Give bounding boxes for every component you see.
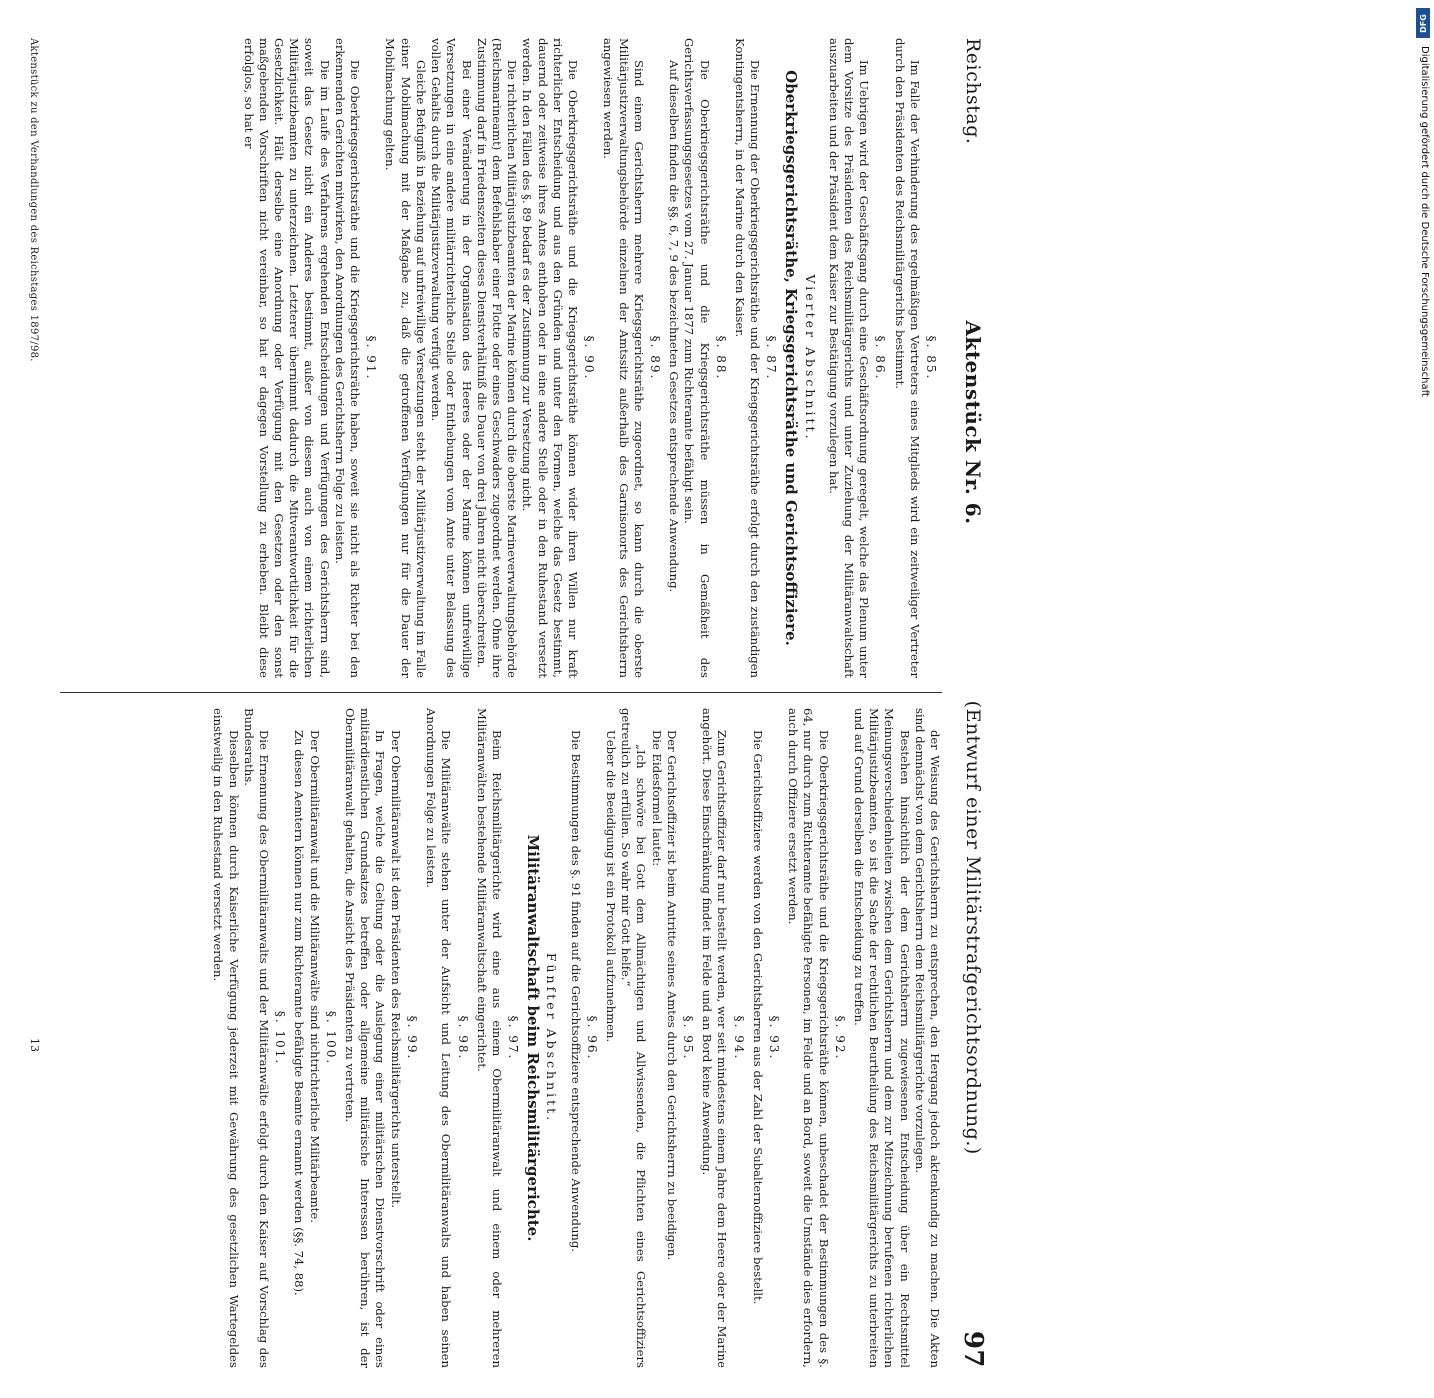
column-divider	[60, 692, 942, 693]
section-number: §. 92.	[832, 1015, 847, 1061]
chapter-heading: Militäranwaltschaft beim Reichsmilitärgerichte.	[524, 834, 543, 1242]
signature-mark: 13	[28, 1038, 41, 1052]
paragraph: In Fragen, welche die Geltung oder die Auslegung einer militärischen Dienstvorschrift oder eines militärdienstlichen Grundsatzes betreffen oder allgemeine militärische Interessen berühren, ist der Obermilitäranwalt gehalten, die Ansicht des Präsidenten zu vertreten.	[343, 708, 388, 1368]
paragraph: Die Ernennung der Oberkriegsgerichtsräthe und der Kriegsgerichtsräthe erfolgt durch den zuständigen Kontingentsherrn, in der Marine durch den Kaiser.	[732, 38, 763, 678]
section-number: §. 100.	[323, 1010, 338, 1066]
paragraph: Der Obermilitäranwalt ist dem Präsidenten des Reichsmilitärgerichts unterstellt.	[388, 730, 403, 1208]
running-head-right: (Entwurf einer Militärstrafgerichtsordnung.)	[962, 700, 984, 1155]
paragraph: Sind einem Gerichtsherrn mehrere Kriegsgerichtsräthe zugeordnet, so kann durch die oberste Militärjustizverwaltungsbehörde einzelnen der Amtssitz außerhalb des Garnisonorts des Gerichtsherrn angewiesen werden.	[601, 38, 646, 678]
chapter-heading: Oberkriegsgerichtsräthe, Kriegsgerichtsräthe und Gerichtsoffiziere.	[782, 70, 801, 646]
section-number: §. 86.	[873, 335, 888, 381]
paragraph: Im Uebrigen wird der Geschäftsgang durch eine Geschäftsordnung geregelt, welche das Plenum unter dem Vorsitze des Präsidenten des Reichsmilitärgerichts und unter Zuziehung der Militäranwaltschaft auszuarbeiten und der Präsident dem Kaiser zur Bestätigung vorzulegen hat.	[826, 38, 872, 678]
section-number: §. 91.	[364, 335, 379, 381]
section-number: §. 93.	[766, 1015, 781, 1061]
right-text-column	[50, 708, 942, 1368]
paragraph: der Weisung des Gerichtsherrn zu entsprechen, den Hergang jedoch aktenkundig zu machen. Die Akten sind demnächst von dem Gerichtsherrn dem Reichsmilitärgerichte vorzulegen.	[912, 708, 942, 1368]
paragraph: Die Oberkriegsgerichtsräthe und die Kriegsgerichtsräthe müssen in Gemäßheit des Gerichtsverfassungsgesetzes vom 27. Januar 1877 zum Richteramte befähigt sein.	[682, 38, 712, 678]
section-number: §. 96.	[584, 1015, 599, 1061]
paragraph: Bei einer Veränderung in der Organisation des Heeres oder der Marine können unfreiwillige Versetzungen in eine andere militärrichterliche Stelle oder Enthebungen vom Amte unter Belassung des vollen Gehalts durch die Militärjustizverwaltung verfügt werden.	[429, 38, 474, 678]
paragraph: Die Oberkriegsgerichtsräthe und die Kriegsgerichtsräthe können wider ihren Willen nur kraft richterlicher Entscheidung und aus den Gründen und unter den Formen, welche das Gesetz bestimmt, dauernd oder zeitweise ihres Amtes enthoben oder in eine andere Stelle oder in den Ruhestand versetzt werden. In den Fällen des §. 89 bedarf es der Zustimmung zur Versetzung nicht.	[520, 38, 580, 678]
section-number: §. 88.	[713, 335, 728, 381]
paragraph: Die Oberkriegsgerichtsräthe und die Kriegsgerichtsräthe können, unbeschadet der Bestimmungen des §. 64, nur durch zum Richteramte befähigte Personen, im Felde und an Bord, soweit die Umstände dies erfordern, auch durch Offiziere ersetzt werden.	[786, 708, 831, 1368]
dfg-logo	[1416, 8, 1430, 38]
digitization-credit: Digitalisierung gefördert durch die Deutsche Forschungsgemeinschaft	[1419, 46, 1430, 397]
digitization-strip	[1416, 8, 1430, 868]
paragraph: Zum Gerichtsoffizier darf nur bestellt werden, wer seit mindestens einem Jahre dem Heere oder der Marine angehört. Diese Einschränkung findet im Felde und an Bord keine Anwendung.	[700, 708, 730, 1368]
section-number: §. 94.	[731, 1015, 746, 1061]
paragraph: Der Gerichtsoffizier ist beim Antritte seines Amtes durch den Gerichtsherrn zu beeidigen.	[664, 730, 679, 1261]
paragraph: Die Bestimmungen des §. 91 finden auf die Gerichtsoffiziere entsprechende Anwendung.	[568, 730, 583, 1252]
paragraph: Die Eidesformel lautet:	[649, 730, 664, 867]
section-number: §. 95.	[680, 1015, 695, 1061]
paragraph: Die Ernennung des Obermilitäranwalts und der Militäranwälte erfolgt durch den Kaiser auf Vorschlag des Bundesraths.	[241, 708, 272, 1368]
section-number: §. 90.	[582, 335, 597, 381]
section-number: §. 97.	[506, 1015, 521, 1061]
dfg-logo-text: DFG	[1418, 13, 1428, 33]
section-number: §. 87.	[764, 335, 779, 381]
left-text-column	[50, 38, 942, 678]
paragraph: Ueber die Beeidigung ist ein Protokoll aufzunehmen.	[603, 730, 618, 1043]
section-number: §. 85.	[924, 335, 938, 381]
footnote: Aktenstück zu den Verhandlungen des Reichstages 1897/98.	[28, 38, 39, 362]
page-number: 97	[958, 1330, 988, 1368]
section-number: §. 98.	[455, 1015, 470, 1061]
section-number: §. 89.	[647, 335, 662, 381]
oath-quote: „Ich schwöre bei Gott dem Allmächtigen und Allwissenden, die Pflichten eines Gerichtsoffiziers getreulich zu erfüllen. So wahr mir Gott helfe.“	[619, 708, 649, 1368]
paragraph: Im Falle der Verhinderung des regelmäßigen Vertreters eines Mitglieds wird ein zeitweiliger Vertreter durch den Präsidenten des Reichsmilitärgerichts bestimmt.	[892, 38, 922, 678]
chapter-title: Fünfter Abschnitt.	[544, 952, 560, 1124]
paragraph: Die im Laufe des Verfahrens ergehenden Entscheidungen und Verfügungen des Gerichtsherrn sind, soweit das Gesetz nicht ein Anderes bestimmt, außer von diesem auch von einem richterlichen Militärjustizbeamten zu unterzeichnen. Letzterer übernimmt dadurch die Mitverantwortlichkeit für die Gesetzlichkeit. Hält derselbe eine Anordnung oder Verfügung mit den Gesetzen oder den sonst maßgebenden Vorschriften nicht vereinbar, so hat er dagegen Vorstellung zu erheben. Bleibt diese erfolglos, so hat er	[241, 38, 332, 678]
paragraph: Die Gerichtsoffiziere werden von den Gerichtsherren aus der Zahl der Subalternoffiziere bestellt.	[750, 730, 765, 1305]
running-head	[956, 38, 990, 1368]
paragraph: Bestehen hinsichtlich der dem Gerichtsherrn zugewiesenen Entscheidung über ein Rechtsmittel Meinungsverschiedenheiten zwischen dem Gerichtsherrn und dem zur Mitzeichnung berufenen richterlichen Militärjustizbeamten, so ist die Sache der rechtlichen Beurtheilung des Reichsmilitärgerichts zu unterbreiten und auf Grund derselben die Entscheidung zu treffen.	[851, 708, 912, 1368]
paragraph: Der Obermilitäranwalt und die Militäranwälte sind nichtrichterliche Militärbeamte.	[307, 730, 322, 1223]
paragraph: Zu diesen Aemtern können nur zum Richteramte befähigte Beamte ernannt werden (§§. 74, 88).	[292, 730, 307, 1296]
paragraph: Dieselben können durch Kaiserliche Verfügung jederzeit mit Gewährung des gesetzlichen Wartegeldes einstweilig in den Ruhestand versetzt werden.	[211, 708, 241, 1368]
paragraph: Beim Reichsmilitärgerichte wird eine aus einem Obermilitäranwalt und einem oder mehreren Militäranwälten bestehende Militäranwaltschaft eingerichtet.	[474, 708, 504, 1368]
paragraph: Auf dieselben finden die §§. 6, 7, 9 des bezeichneten Gesetzes entsprechende Anwendung.	[667, 60, 682, 593]
running-head-center: Aktenstück Nr. 6.	[961, 320, 985, 525]
section-number: §. 99.	[404, 1015, 419, 1061]
paragraph: Die Militäranwälte stehen unter der Aufsicht und Leitung des Obermilitäranwalts und haben seinen Anordnungen Folge zu leisten.	[424, 708, 454, 1368]
scanned-page	[20, 8, 1000, 1398]
section-number: §. 101.	[273, 1010, 288, 1066]
paragraph: Gleiche Befugniß in Beziehung auf unfreiwillige Versetzungen steht der Militärjustizverwaltung im Falle einer Mobilmachung mit der Maßgabe zu, daß die getroffenen Verfügungen nur für die Dauer der Mobilmachung gelten.	[383, 38, 428, 678]
running-head-left: Reichstag.	[962, 38, 984, 145]
paragraph: Die Oberkriegsgerichtsräthe und die Kriegsgerichtsräthe haben, soweit sie nicht als Richter bei den erkennenden Gerichten mitwirken, den Anordnungen des Gerichtsherrn Folge zu leisten.	[332, 38, 363, 678]
chapter-title: Vierter Abschnitt.	[802, 274, 818, 442]
paragraph: Die richterlichen Militärjustizbeamten der Marine können durch die oberste Marineverwaltungsbehörde (Reichsmarineamt) dem Befehlshaber einer Flotte oder eines Geschwaders zugeordnet werden. Ohne ihre Zustimmung darf in Friedenszeiten dieses Dienstverhältniß die Dauer von drei Jahren nicht überschreiten.	[474, 38, 520, 678]
